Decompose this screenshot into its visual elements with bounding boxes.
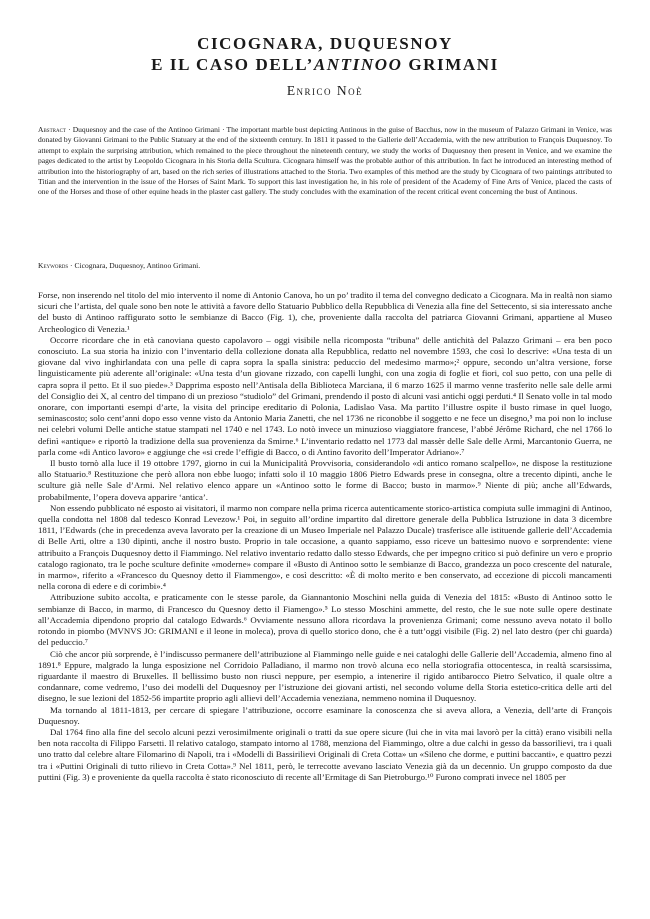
keywords-label: Keywords xyxy=(38,261,69,270)
paragraph: Ma tornando al 1811-1813, per cercare di spiegare l’attribuzione, occorre esaminare la conoscenza che si aveva allora, a Venezia, dell’arte di François Duquesnoy. xyxy=(38,704,612,726)
paragraph: Non essendo pubblicato né esposto ai visitatori, il marmo non compare nella prima ricerca autenticamente storico-artistica compiuta sulle immagini di Antinoo, quella condotta nel 1808 dal tedesco Konrad Levezow.¹ Poi, in seguito all’ordine impartito dal direttore generale della Pubblica Istruzione in data 3 dicembre 1811, l’Edwards (che in precedenza aveva lavorato per la creazione di un Museo Imperiale nel Palazzo Ducale) trasferisce alle istituende gallerie dell’Accademia di Belle Arti, oltre a 130 dipinti, anche il nostro busto. Proprio in tale occasione, a quanto sappiamo, esso riceve un battesimo nuovo e sorprendente: viene attribuito a François Duquesnoy detto il Fiammingo. Nel relativo inventario redatto dallo stesso Edwards, che per impegno critico si può definire un vero e proprio catalogo ragionato, tra le poche sculture definite «moderne» compare il «Busto di Antinoo sotto le sembianze di Bacco, grandezza un poco crescente del naturale, in marmo», riferito a «Francesco du Quesnoy detto il Fiammengo», e così descritto: «È di molto merito e ben conservato, ad eccezione di piccoli mancamenti nella corona di edere e di corimbi».⁴ xyxy=(38,502,612,592)
keywords xyxy=(38,261,612,271)
paragraph: Attribuzione subito accolta, e praticamente con le stesse parole, da Giannantonio Moschini nella guida di Venezia del 1815: «Busto di Antinoo sotto le sembianze di Bacco, in marmo, di Francesco du Quesnoy detto il Fiamengo».⁵ Lo stesso Moschini ammette, del resto, che le sue note sulle opere destinate all’Accademia dipendono proprio dal catalogo Edwards.⁶ Ovviamente nessuno allora ricordava la provenienza Grimani; come nessuno aveva notato il bollo rotondo in piombo (MVNVS JO: GRIMANI e il leone in moleca), prova di quello storico dono, che è a tutt’oggi visibile (Fig. 2) nel lato destro (per chi guarda) del peduccio.⁷ xyxy=(38,592,612,648)
paragraph: Occorre ricordare che in età canoviana questo capolavoro – oggi visibile nella ricomposta “tribuna” delle antichità del Palazzo Grimani – era ben poco conosciuto. La sua storia ha inizio con l’inventario della collezione donata alla Repubblica, redatto nel novembre 1593, che così lo descrive: «Una testa di un giovane dal vivo inghirlandata con una pelle di capra sopra la spalla sinistra: peduccio del medesimo marmo»;² oppure, secondo un’altra versione, forse linguisticamente più aderente all’originale: «Una testa d’un giovane rizzado, con capelli lunghi, con una zogia di foglie et fiori, col suo petto, con una pelle di capra sopra il petto. Et il suo piede».³ Dapprima esposto nell’Antisala della Biblioteca Marciana, il 6 marzo 1625 il marmo venne trasferito nelle sale delle armi del Consiglio dei X, al centro del timpano di un prezioso “studiolo” del Grimani, prendendo il posto di alcuni vasi antichi oggi perduti.⁴ Il Senato volle in tal modo onorare, con importanti esempi d’arte, la visita del principe ereditario di Polonia, Ladislao Vasa. Ma partito l’illustre ospite il busto rimase in quel luogo, seminascosto; solo cent’anni dopo esso venne visto da Antonio Maria Zanetti, che nel 1736 ne riconobbe il soggetto e ne fece un disegno,⁵ ma poi non lo incluse nei celebri volumi Delle antiche statue stampati nel 1740 e nel 1743. Lo notò invece un minuzioso viaggiatore francese, l’abbé Jérôme Richard, che nel 1766 lo definì «antique» e riportò la tradizione della sua provenienza da Smirne.⁶ L’inventario redatto nel 1773 dal massèr delle Sale delle Armi, Marcantonio Guerra, ne parla come «di Antico lavoro» e aggiunge che «si crede l’effigie di Bacco, o di Antino favorito dell’Imperator Adriano».⁷ xyxy=(38,334,612,457)
keywords-text: · Cicognara, Duquesnoy, Antinoo Grimani. xyxy=(68,261,201,270)
title-post: GRIMANI xyxy=(402,55,499,74)
article-title-line-1: CICOGNARA, DUQUESNOY xyxy=(197,34,453,53)
article-body xyxy=(38,290,612,783)
article-title-line-2 xyxy=(0,54,650,75)
paragraph: Il busto tornò alla luce il 19 ottobre 1797, giorno in cui la Municipalità Provvisoria, considerandolo «di antico romano scalpello», ne dispose la restituzione allo Statuario.⁸ Restituzione che però allora non ebbe luogo; infatti solo il 10 maggio 1806 Pietro Edwards prese in consegna, oltre a trecento dipinti, anche le sculture già nelle Sale d’Armi. Nel relativo elenco appare un «Antinoo sotto le forme di Bacco; busto in marmo».⁹ Niente di più; anche all’Edwards, probabilmente, l’opera doveva apparire ‘antica’. xyxy=(38,458,612,502)
paragraph: Ciò che ancor più sorprende, è l’indiscusso permanere dell’attribuzione al Fiammingo nelle guide e nei cataloghi delle Gallerie dell’Accademia, almeno fino al 1891.⁸ Eppure, malgrado la lunga esposizione nel Corridoio Palladiano, il marmo non trovò alcuna eco nella storiografia ottocentesca, in realtà scarsissima, riguardante il maestro di Bruxelles. Il bellissimo busto non riuscì neppure, per esempio, a intenerire il rigido antibarocco Pietro Selvatico, il quale oltre a condannare, come vedremo, l’uso dei modelli del Duquesnoy per l’istruzione dei giovani artisti, nel secondo volume della Storia estetico-critica delle arti del disegno, le sue lezioni del 1852-56 impartite proprio agli allievi dell’Accademia veneziana, nemmeno nomina il Duquesnoy. xyxy=(38,648,612,704)
abstract-text: · Duquesnoy and the case of the Antinoo Grimani · The important marble bust depicting Antinous in the guise of Bacchus, now in the museum of Palazzo Grimani in Venice, was donated by Giovanni Grimani to the Public Statuary at the end of the sixteenth century. In 1811 it passed to the Gallerie dell’Accademia, with the new attribution to François Duquesnoy. To attempt to explain the surprising attribution, which remained to the piece throughout the nineteenth century, we study the works of Duquesnoy then present in Venice, and we examine the pages dedicated to the artist by Leopoldo Cicognara in his Storia della Scultura. Cicognara himself was the probable author of this attribution. In fact he introduced an interesting method of attribution into the historiography of art, based on the rich series of illustrations attached to the Storia. Two examples of this method are the study by Cicognara of two paintings attributed to Titian and the intervention in the issue of the Horses of Saint Mark. To support this last investigation he, in his role of president of the Academy of Fine Arts of Venice, placed the casts of one of the Horses and those of other equine heads in the plaster cast gallery. The study concludes with the examination of the recent critical event concerning the bust of Antinous. xyxy=(38,125,612,197)
paragraph: Forse, non inserendo nel titolo del mio intervento il nome di Antonio Canova, ho un po’ tradito il tema del convegno dedicato a Cicognara. Ma in realtà non siamo sicuri che l’artista, del quale sono ben note le attività a favore dello Statuario Pubblico della Repubblica di Venezia alla fine del Settecento, si sia interessato anche del busto di Antinoo raffigurato sotto le sembianze di Bacco (Fig. 1), che, proveniente dalla raccolta del patriarca Giovanni Grimani, appartiene al Museo Archeologico di Venezia.¹ xyxy=(38,290,612,334)
abstract xyxy=(38,125,612,198)
title-italic: ANTINOO xyxy=(313,55,403,74)
author-name: Enrico Noè xyxy=(286,83,364,98)
paragraph: Dal 1764 fino alla fine del secolo alcuni pezzi verosimilmente originali o tratti da sue opere sicure (lui che in vita mai lavorò per la città) erano visibili nella ben nota raccolta di Filippo Farsetti. Il relativo catalogo, stampato intorno al 1788, menziona del Fiammingo, oltre a due calchi in gesso da bassorilievi, tra i quali uno tratto dal celebre altare Filomarino di Napoli, tra i «Modelli di Bassirilievi Originali di Creta Cotta» un «Sileno che dorme, e puttini baccanti», e quattro pezzi tra i «Puttini Originali di tutto rilievo in Creta Cotta».⁹ Nel 1811, però, le terrecotte avevano lasciato Venezia già da un decennio. Un gruppo composto da due puttini (Fig. 3) e proveniente da quella raccolta è stato riconosciuto di recente all’Ermitage di San Pietroburgo.¹⁰ Furono comprati invece nel 1805 per xyxy=(38,726,612,782)
title-pre: E IL CASO DELL’ xyxy=(151,55,314,74)
abstract-label: Abstract xyxy=(38,125,66,134)
